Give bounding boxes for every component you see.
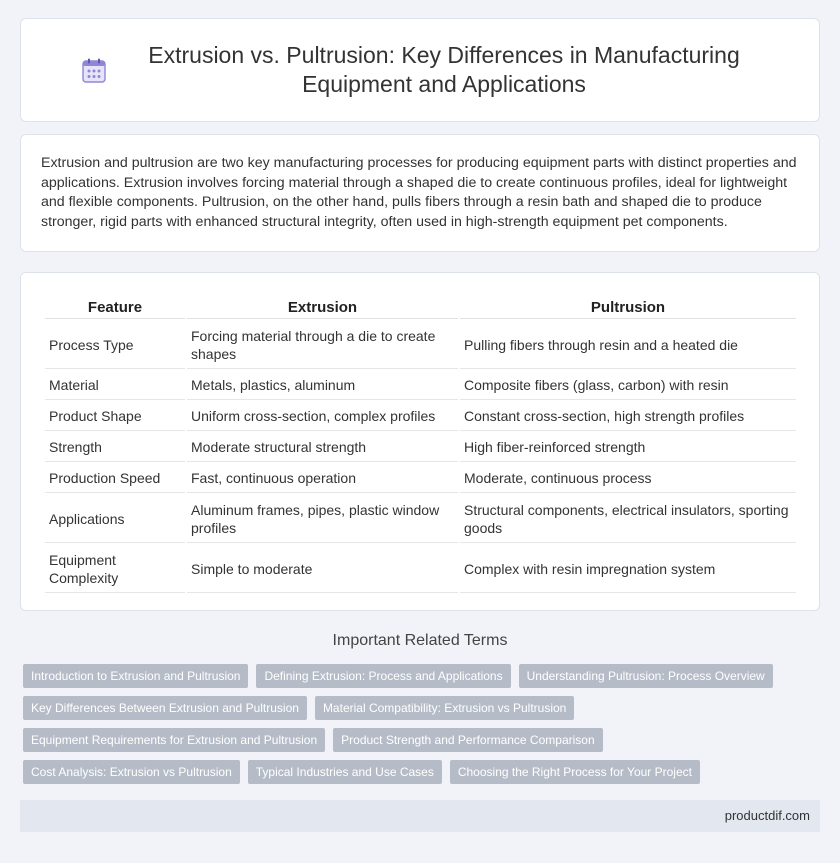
document-icon	[80, 57, 108, 85]
related-term-tag[interactable]: Defining Extrusion: Process and Applications	[256, 664, 510, 688]
page-title: Extrusion vs. Pultrusion: Key Differences in Manufacturing Equipment and Applications	[148, 42, 740, 97]
table-cell: Production Speed	[45, 464, 185, 493]
related-term-tag[interactable]: Introduction to Extrusion and Pultrusion	[23, 664, 248, 688]
table-cell: Pulling fibers through resin and a heated die	[460, 321, 796, 369]
footer-site-link[interactable]: productdif.com	[724, 808, 810, 823]
table-cell: Fast, continuous operation	[187, 464, 458, 493]
intro-card	[20, 134, 820, 252]
related-terms-list	[20, 664, 820, 792]
table-cell: Strength	[45, 433, 185, 462]
table-row	[45, 545, 796, 593]
table-cell: Uniform cross-section, complex profiles	[187, 402, 458, 431]
table-cell: Applications	[45, 495, 185, 543]
table-cell: Simple to moderate	[187, 545, 458, 593]
comparison-table-card	[20, 272, 820, 611]
table-cell: Process Type	[45, 321, 185, 369]
table-row	[45, 495, 796, 543]
related-terms-title: Important Related Terms	[332, 632, 508, 649]
column-header-feature: Feature	[45, 293, 185, 319]
related-term-tag[interactable]: Material Compatibility: Extrusion vs Pultrusion	[315, 696, 574, 720]
table-cell: Equipment Complexity	[45, 545, 185, 593]
column-header-pultrusion: Pultrusion	[460, 293, 796, 319]
intro-text: Extrusion and pultrusion are two key manufacturing processes for producing equipment parts with distinct properties and applications. Extrusion involves forcing material through a shaped die to create continuous profiles, ideal for lightweight and flexible components. Pultrusion, on the other hand, pulls fibers through a resin bath and shaped die to produce stronger, rigid parts with enhanced structural integrity, often used in high-strength equipment pet components.	[41, 155, 797, 230]
table-row	[45, 371, 796, 400]
table-cell: Structural components, electrical insulators, sporting goods	[460, 495, 796, 543]
related-term-tag[interactable]: Key Differences Between Extrusion and Pultrusion	[23, 696, 307, 720]
table-cell: High fiber-reinforced strength	[460, 433, 796, 462]
related-term-tag[interactable]: Cost Analysis: Extrusion vs Pultrusion	[23, 760, 240, 784]
table-cell: Moderate structural strength	[187, 433, 458, 462]
related-term-tag[interactable]: Product Strength and Performance Comparison	[333, 728, 602, 752]
table-cell: Constant cross-section, high strength profiles	[460, 402, 796, 431]
related-term-tag[interactable]: Equipment Requirements for Extrusion and Pultrusion	[23, 728, 325, 752]
comparison-table	[43, 291, 798, 595]
table-row	[45, 464, 796, 493]
table-cell: Aluminum frames, pipes, plastic window profiles	[187, 495, 458, 543]
table-row	[45, 433, 796, 462]
table-cell: Moderate, continuous process	[460, 464, 796, 493]
table-header-row	[45, 293, 796, 319]
table-cell: Material	[45, 371, 185, 400]
footer	[20, 800, 820, 832]
table-cell: Forcing material through a die to create shapes	[187, 321, 458, 369]
table-cell: Composite fibers (glass, carbon) with resin	[460, 371, 796, 400]
header-card	[20, 18, 820, 122]
table-cell: Complex with resin impregnation system	[460, 545, 796, 593]
related-term-tag[interactable]: Choosing the Right Process for Your Project	[450, 760, 700, 784]
column-header-extrusion: Extrusion	[187, 293, 458, 319]
table-row	[45, 321, 796, 369]
related-term-tag[interactable]: Typical Industries and Use Cases	[248, 760, 442, 784]
table-cell: Metals, plastics, aluminum	[187, 371, 458, 400]
related-term-tag[interactable]: Understanding Pultrusion: Process Overview	[519, 664, 773, 688]
table-row	[45, 402, 796, 431]
table-cell: Product Shape	[45, 402, 185, 431]
